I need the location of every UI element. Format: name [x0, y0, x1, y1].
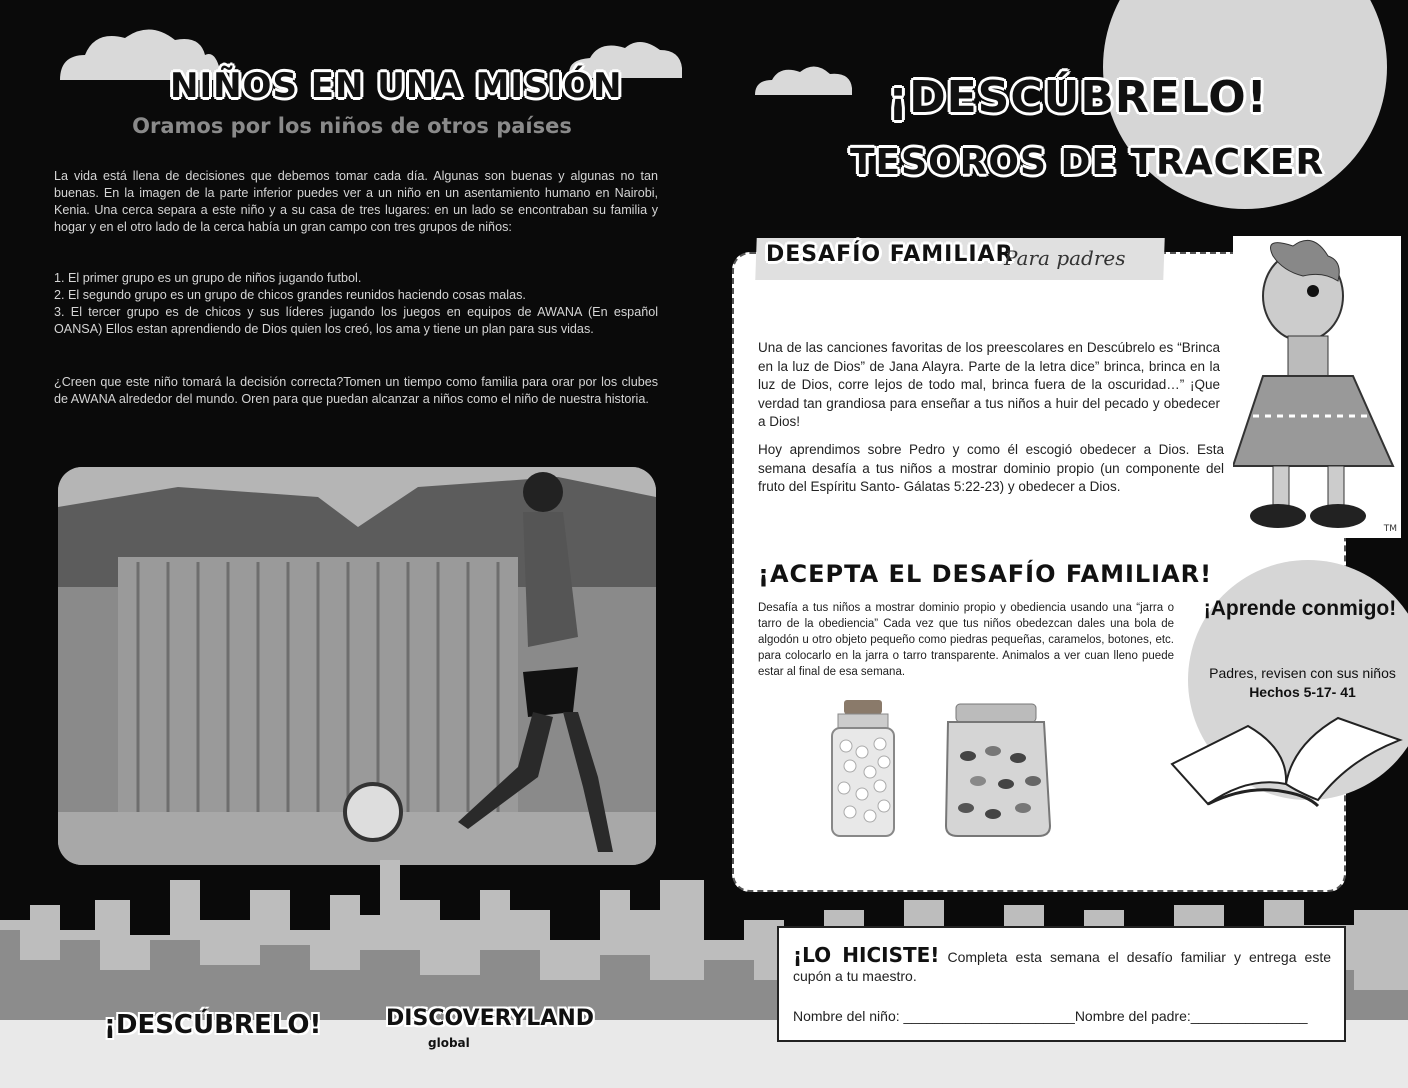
lesson-paragraph: Hoy aprendimos sobre Pedro y como él escogió obedecer a Dios. Esta semana desafía a tus niños a mostrar dominio propio (un componente del fruto del Espíritu Santo- Gálatas 5:22-23) y obedecer a Dios.: [758, 442, 1224, 494]
accept-challenge-body: Desafía a tus niños a mostrar dominio propio y obediencia usando una “jarra o tarro de la obediencia” Cada vez que tus niños obedezcan dales una bola de algodón u otro objeto pequeño como piedras pequeñas, caramelos, botones, etc. para colocarlo en la jarra o tarro transparente. Animalos a ver cuan lleno puede estar al final de esa semana.: [758, 602, 1174, 678]
boy-playing-football-photo: [58, 467, 656, 865]
tracker-title: TESOROS DE TRACKER: [850, 142, 1325, 183]
learn-with-me-body: [1205, 664, 1400, 702]
song-paragraph: Una de las canciones favoritas de los preescolares en Descúbrelo es “Brinca en la luz de Dios” de Jana Alayra. Parte de la letra dice” brinca, brinca en la luz de Dios, corre lejos de todo mal, brinca fuera de la oscuridad…” ¡Que verdad tan grandiosa para enseñar a tus niños a huir del pecado y obedecer a Dios!: [758, 340, 1220, 429]
accept-challenge-heading: ¡ACEPTA EL DESAFÍO FAMILIAR!: [758, 560, 1213, 588]
coupon-instructions: Completa esta semana el desafío familiar y entrega este cupón a tu maestro.: [793, 949, 1332, 984]
intro-paragraph: La vida está llena de decisiones que debemos tomar cada día. Algunas son buenas y algunas no tan buenas. En la imagen de la parte inferior puedes ver a un niño en un asentamiento humano en Nairobi, Kenia. Una cerca separa a este niño y a su casa de tres lugares: en un lado se encontraban su familia y hogar y en el otro lado de la cerca había un gran campo con tres grupos de niños:: [54, 169, 658, 234]
challenge-tab-subtitle: Para padres: [1004, 246, 1126, 270]
trademark-mark: TM: [1383, 524, 1397, 534]
coupon-title: ¡LO HICISTE!: [793, 943, 940, 967]
learn-with-me-title: ¡Aprende conmigo!: [1203, 597, 1397, 620]
groups-list: [54, 270, 658, 338]
coupon-header: [793, 943, 1332, 986]
learn-body-text: Padres, revisen con sus niños: [1209, 665, 1396, 681]
discoveryland-logo: DISCOVERYLAND: [386, 1006, 594, 1031]
coupon-fields: [793, 1008, 1333, 1024]
outro-paragraph: ¿Creen que este niño tomará la decisión correcta?Tomen un tiempo como familia para orar por los clubes de AWANA alrededor del mundo. Oren para que puedan alcanzar a niños como el niño de nuestra historia.: [54, 375, 658, 406]
descubrelo-logo: ¡DESCÚBRELO!: [104, 1010, 322, 1040]
pony-character-illustration: [1233, 236, 1401, 538]
descubrelo-title: ¡DESCÚBRELO!: [888, 72, 1268, 123]
right-cloud: [750, 60, 870, 100]
parent-name-field[interactable]: Nombre del padre:_______________: [1074, 1008, 1308, 1024]
list-item: 1. El primer grupo es un grupo de niños jugando futbol.: [54, 271, 362, 285]
open-book-icon: [1168, 714, 1404, 814]
challenge-tab-title: DESAFÍO FAMILIAR: [766, 242, 1014, 267]
list-item: 2. El segundo grupo es un grupo de chicos grandes reunidos haciendo cosas malas.: [54, 288, 526, 302]
page-title: NIÑOS EN UNA MISIÓN: [170, 66, 623, 106]
child-name-field[interactable]: Nombre del niño: ______________________: [793, 1008, 1075, 1024]
page-subtitle: Oramos por los niños de otros países: [132, 114, 572, 138]
list-item: 3. El tercer grupo es de chicos y sus líderes jugando los juegos en equipos de AWANA (En español OANSA) Ellos estan aprendiendo de Dios quien los creó, los ama y tiene un plan para sus vidas.: [54, 305, 658, 336]
global-logo-text: global: [428, 1036, 470, 1050]
jars-illustration: [828, 696, 1068, 842]
left-city-skyline: [0, 860, 704, 1088]
bible-reference: Hechos 5-17- 41: [1249, 684, 1356, 700]
